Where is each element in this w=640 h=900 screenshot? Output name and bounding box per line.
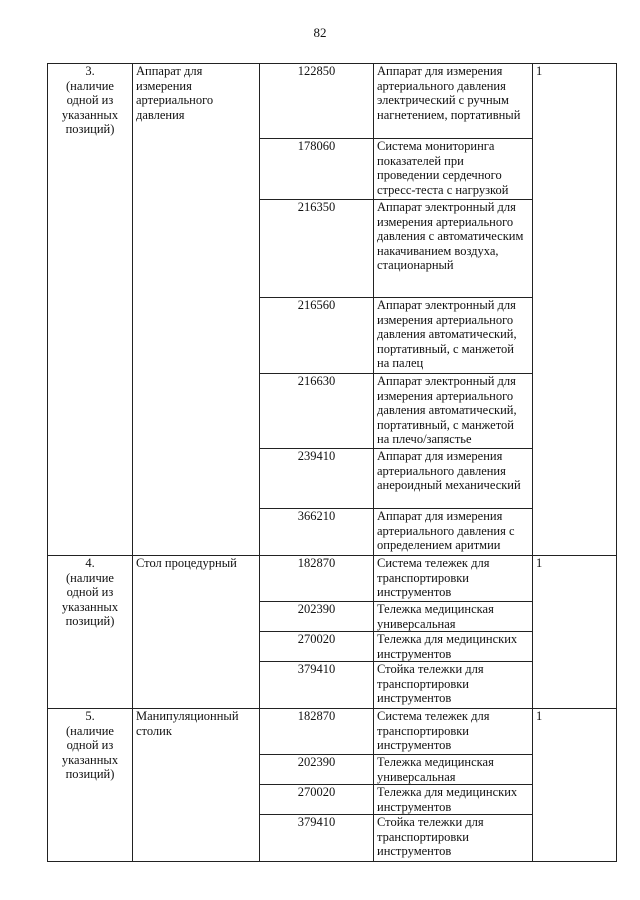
item-code: 379410: [260, 662, 374, 709]
group-number-line: указанных: [61, 752, 119, 767]
quantity-cell: 1: [533, 709, 617, 862]
group-number-line: (наличие: [66, 570, 114, 585]
group-number-line: позиций): [65, 614, 115, 628]
item-code: 239410: [260, 449, 374, 509]
group-number-line: 4.: [85, 556, 95, 570]
item-code: 270020: [260, 632, 374, 662]
item-description: Аппарат электронный для измерения артериального давления с автоматическим накачиванием воздуха, стационарный: [374, 200, 533, 298]
equipment-name: Аппарат для измерения артериального давления: [133, 64, 260, 556]
group-number-line: 3.: [85, 64, 95, 78]
item-description: Аппарат электронный для измерения артериального давления автоматический, портативный, с манжетой на плечо/запястье: [374, 374, 533, 449]
item-code: 122850: [260, 64, 374, 139]
group-number-line: (наличие: [66, 723, 114, 738]
equipment-name: Стол процедурный: [133, 556, 260, 709]
page-number: 82: [313, 25, 327, 40]
item-description: Стойка тележки для транспортировки инструментов: [374, 662, 533, 709]
group-number-line: указанных: [61, 599, 119, 614]
group-number-line: 5.: [85, 709, 95, 723]
item-description: Тележка медицинская универсальная: [374, 602, 533, 632]
item-code: 270020: [260, 785, 374, 815]
item-description: Аппарат для измерения артериального давления с определением аритмии: [374, 509, 533, 556]
table-row: [48, 556, 617, 602]
quantity-cell: 1: [533, 556, 617, 709]
item-code: 366210: [260, 509, 374, 556]
group-number-cell: [48, 556, 133, 709]
item-description: Тележка для медицинских инструментов: [374, 785, 533, 815]
item-code: 182870: [260, 556, 374, 602]
item-description: Аппарат электронный для измерения артериального давления автоматический, портативный, с манжетой на палец: [374, 298, 533, 374]
item-code: 216350: [260, 200, 374, 298]
item-code: 216560: [260, 298, 374, 374]
item-description: Система тележек для транспортировки инструментов: [374, 709, 533, 755]
group-number-line: (наличие: [66, 78, 114, 93]
group-number-line: одной из: [66, 738, 114, 752]
group-number-line: позиций): [65, 122, 115, 136]
item-code: 182870: [260, 709, 374, 755]
item-description: Система мониторинга показателей при проведении сердечного стресс-теста с нагрузкой: [374, 139, 533, 200]
item-description: Аппарат для измерения артериального давления электрический с ручным нагнетением, портативный: [374, 64, 533, 139]
group-number-line: указанных: [61, 107, 119, 122]
table-row: [48, 709, 617, 755]
item-code: 178060: [260, 139, 374, 200]
item-description: Стойка тележки для транспортировки инструментов: [374, 815, 533, 862]
group-number-line: позиций): [65, 767, 115, 781]
group-number-cell: [48, 64, 133, 556]
item-description: Аппарат для измерения артериального давления анероидный механический: [374, 449, 533, 509]
equipment-name: Манипуляционный столик: [133, 709, 260, 862]
group-number-line: одной из: [66, 585, 114, 599]
group-number-cell: [48, 709, 133, 862]
item-code: 379410: [260, 815, 374, 862]
equipment-table: [47, 63, 617, 862]
quantity-cell: 1: [533, 64, 617, 556]
item-code: 202390: [260, 755, 374, 785]
group-number-line: одной из: [66, 93, 114, 107]
item-description: Система тележек для транспортировки инструментов: [374, 556, 533, 602]
table-row: [48, 64, 617, 139]
item-description: Тележка медицинская универсальная: [374, 755, 533, 785]
item-code: 202390: [260, 602, 374, 632]
item-code: 216630: [260, 374, 374, 449]
item-description: Тележка для медицинских инструментов: [374, 632, 533, 662]
